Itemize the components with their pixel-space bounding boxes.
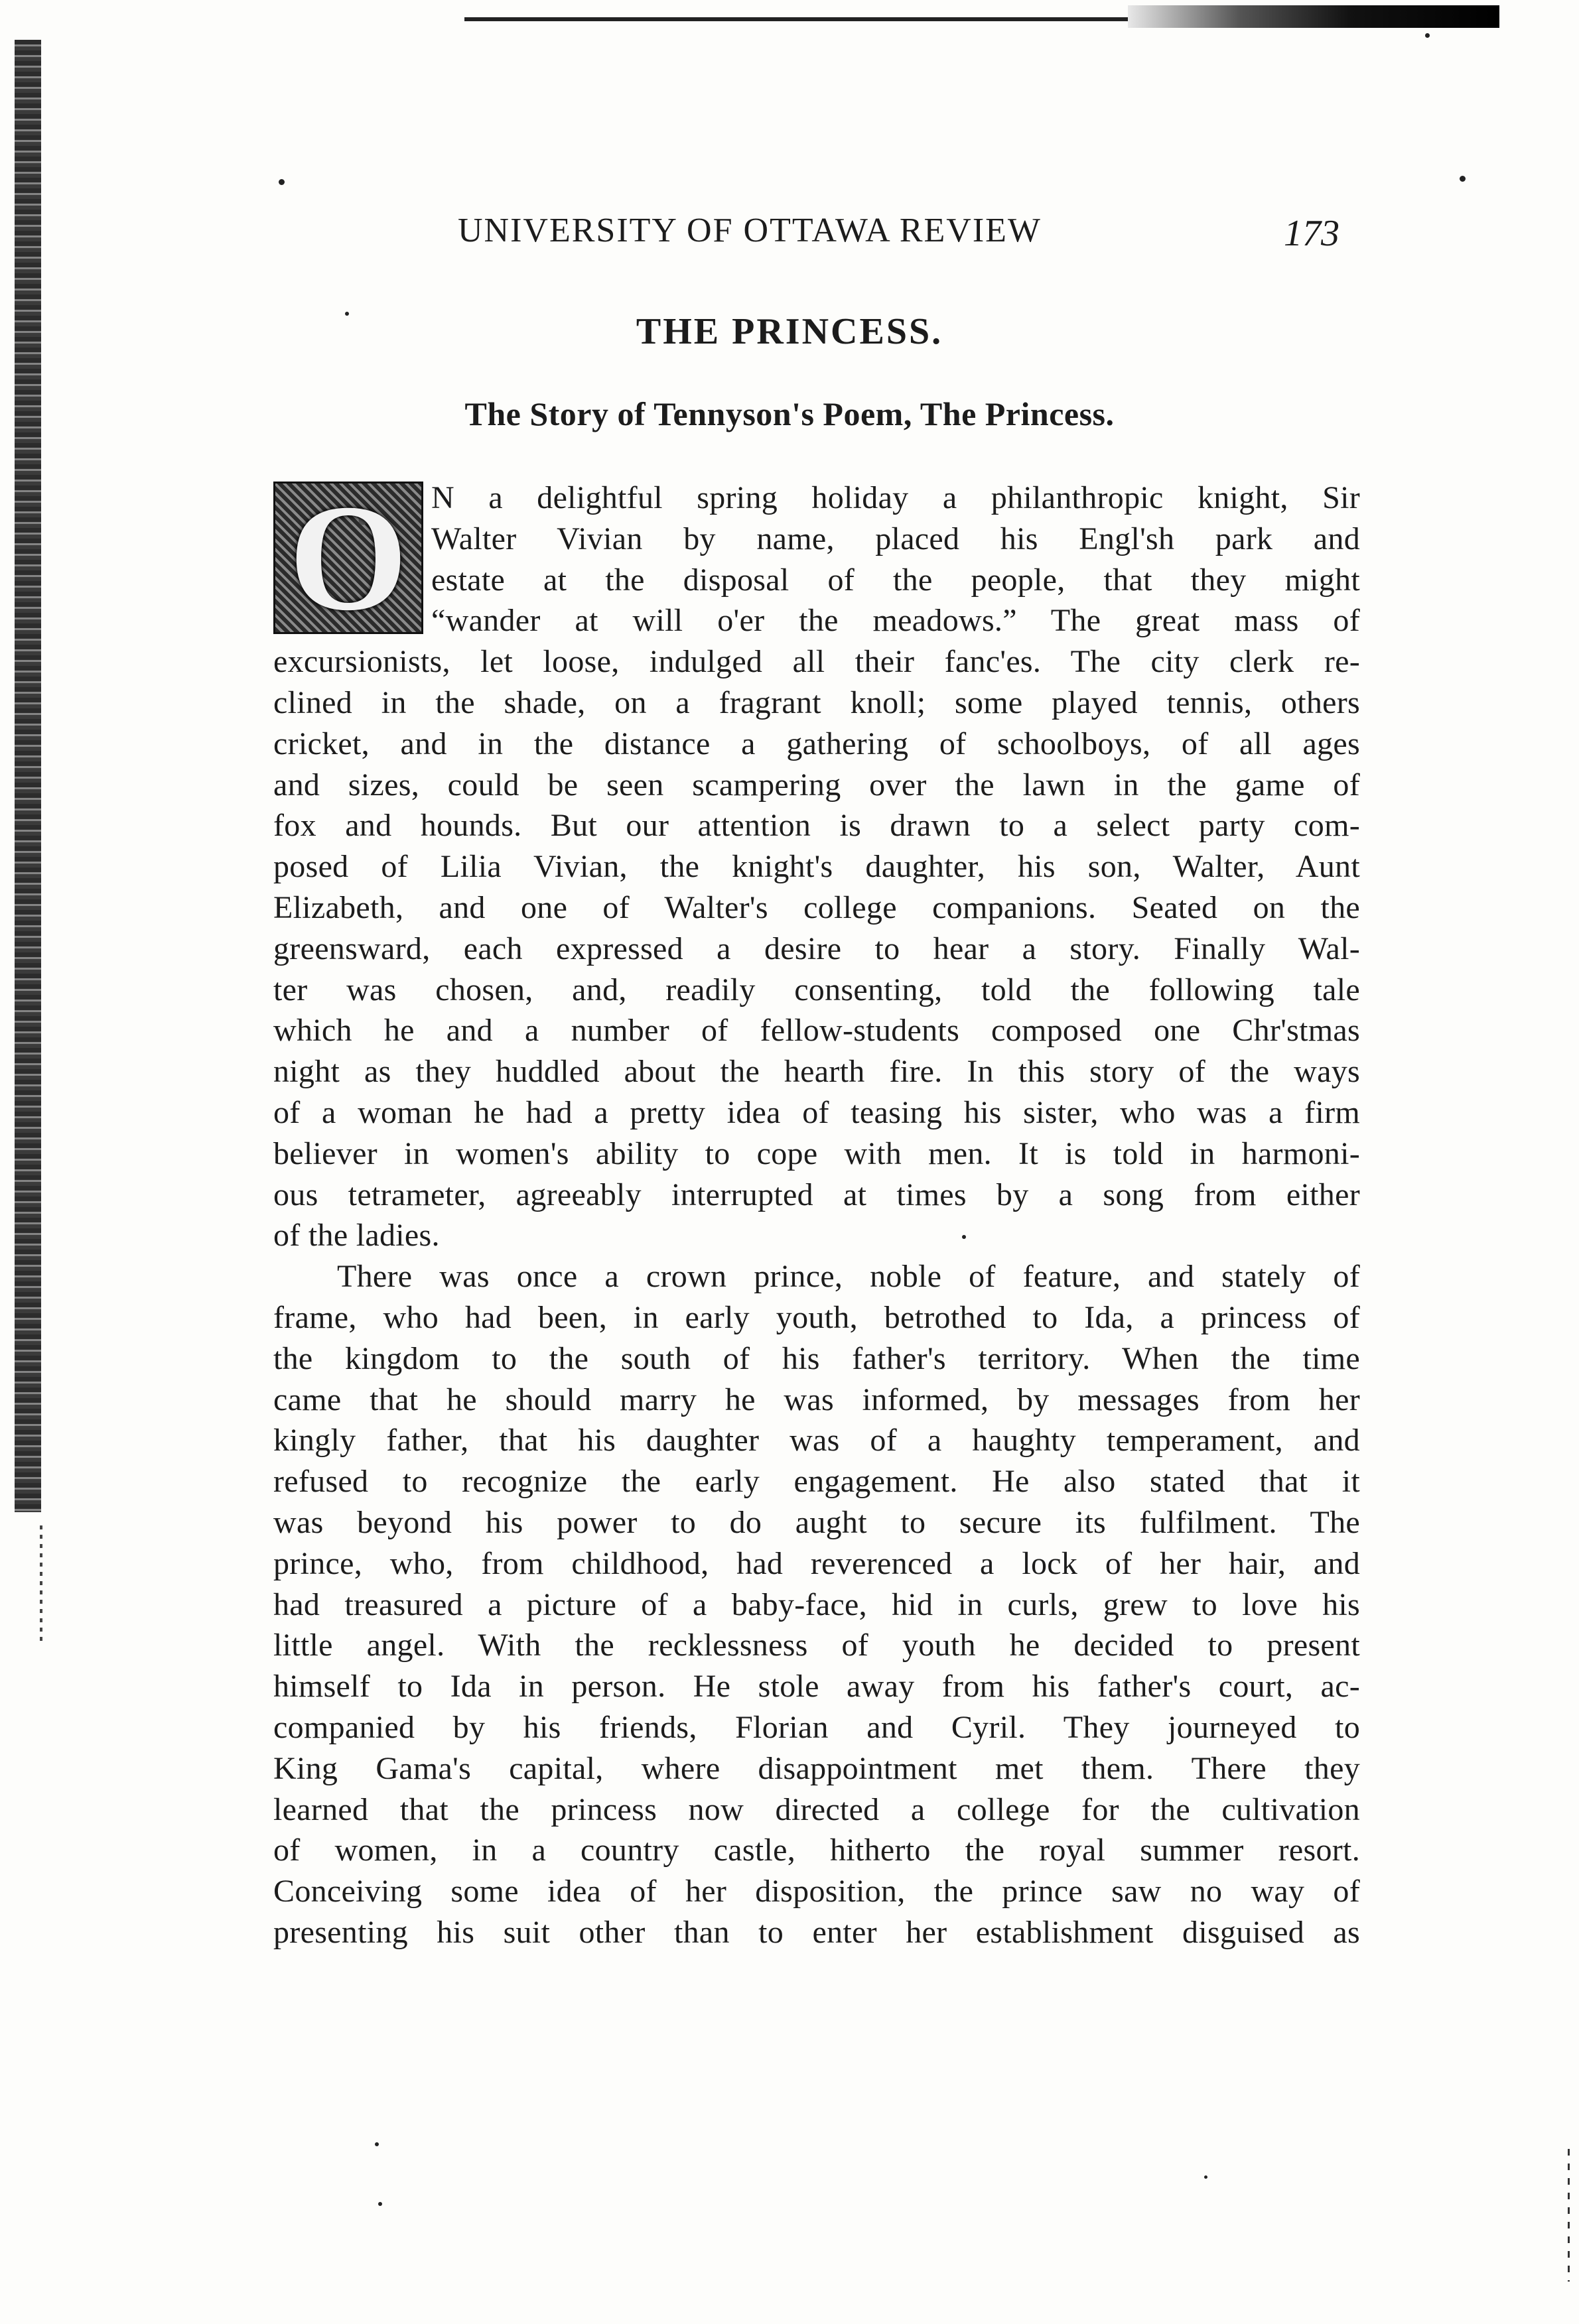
text-line: night as they huddled about the hearth fire. In this story of the ways [273,1054,1360,1090]
text-line: presenting his suit other than to enter her establishment disguised as [273,1914,1360,1950]
scan-speck [375,2142,379,2146]
text-line: which he and a number of fellow-students composed one Chr'stmas [273,1013,1360,1049]
article-subtitle: The Story of Tennyson's Poem, The Princess. [464,395,1115,432]
scan-right-edge-marks [1568,2149,1570,2282]
scan-binding-edge [15,40,41,1512]
text-line: the kingdom to the south of his father's territory. When the time [273,1340,1360,1376]
scan-speck [1204,2175,1207,2179]
paragraph-1 [273,473,1360,1256]
text-line: himself to Ida in person. He stole away from his father's court, ac- [273,1669,1360,1705]
text-line: excursionists, let loose, indulged all their fanc'es. The city clerk re- [273,644,1360,680]
text-line: had treasured a picture of a baby-face, hid in curls, grew to love his [273,1586,1360,1622]
text-line: There was once a crown prince, noble of feature, and stately of [337,1259,1360,1295]
paragraph-2 [273,1256,1360,1953]
text-line: ous tetrameter, agreeably interrupted at times by a song from either [273,1177,1360,1212]
page-number: 173 [1284,213,1339,254]
drop-cap-letter: O [289,473,408,642]
text-line: “wander at will o'er the meadows.” The great mass of [431,603,1360,639]
text-line: prince, who, from childhood, had reverenced a lock of her hair, and [273,1545,1360,1581]
text-line: greensward, each expressed a desire to hear a story. Finally Wal- [273,931,1360,966]
scan-speck [1460,176,1466,182]
text-line: believer in women's ability to cope with men. It is told in harmoni- [273,1135,1360,1171]
text-line: ter was chosen, and, readily consenting, told the following tale [273,972,1360,1007]
scan-binding-edge-lower [40,1525,42,1645]
text-line: cricket, and in the distance a gathering of schoolboys, of all ages [273,726,1360,761]
text-line: of a woman he had a pretty idea of teasing his sister, who was a firm [273,1094,1360,1130]
text-line: kingly father, that his daughter was of a haughty temperament, and [273,1423,1360,1458]
text-line: frame, who had been, in early youth, betrothed to Ida, a princess of [273,1299,1360,1335]
scan-speck [378,2202,382,2206]
running-head: UNIVERSITY OF OTTAWA REVIEW [458,212,1042,249]
text-line: fox and hounds. But our attention is drawn to a select party com- [273,808,1360,844]
text-line: Elizabeth, and one of Walter's college companions. Seated on the [273,889,1360,925]
text-line: King Gama's capital, where disappointment met them. There they [273,1750,1360,1786]
text-line: little angel. With the recklessness of youth he decided to present [273,1628,1360,1663]
text-line: clined in the shade, on a fragrant knoll; some played tennis, others [273,684,1360,720]
text-line: N a delightful spring holiday a philanthropic knight, Sir [431,480,1360,515]
text-line: estate at the disposal of the people, that they might [431,562,1360,598]
text-line: came that he should marry he was informed, by messages from her [273,1382,1360,1417]
text-line: of women, in a country castle, hitherto the royal summer resort. [273,1833,1360,1868]
scan-speck [279,179,285,185]
text-line: Conceiving some idea of her disposition, the prince saw no way of [273,1874,1360,1909]
scan-top-smudge [1128,5,1499,28]
text-line: Walter Vivian by name, placed his Engl'sh park and [431,521,1360,556]
text-line: was beyond his power to do aught to secure its fulfilment. The [273,1504,1360,1540]
text-line: of the ladies. [273,1218,440,1254]
article-body [273,473,1360,1953]
text-line: companied by his friends, Florian and Cyril. They journeyed to [273,1709,1360,1745]
text-line: learned that the princess now directed a college for the cultivation [273,1791,1360,1827]
text-line: posed of Lilia Vivian, the knight's daughter, his son, Walter, Aunt [273,849,1360,885]
scan-speck [1425,33,1430,38]
text-line: and sizes, could be seen scampering over the lawn in the game of [273,767,1360,803]
article-title: THE PRINCESS. [636,311,943,352]
text-line: refused to recognize the early engagement. He also stated that it [273,1464,1360,1500]
